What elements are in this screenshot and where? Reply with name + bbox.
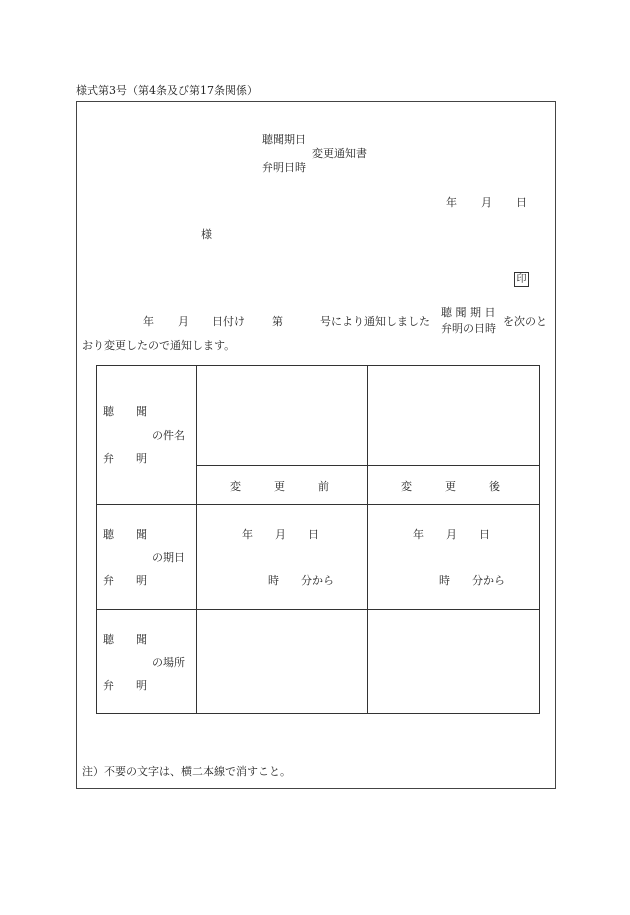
row3-label-hearing: 聴 聞 [103,633,147,646]
title-option-hearing-date: 聴聞期日 [262,133,306,146]
row1-label-suffix: の件名 [152,429,185,442]
body-tail: を次のと [503,315,547,328]
seal-mark: 印 [514,272,529,287]
row2-before-time: 時 分から [268,574,334,587]
date-year: 年 [446,196,457,209]
row3-label-suffix: の場所 [152,656,185,669]
title-main: 変更通知書 [312,147,367,160]
footnote: 注）不要の文字は、横二本線で消すこと。 [82,765,291,778]
body-dated: 日付け [212,315,245,328]
form-number: 様式第3号（第4条及び第17条関係） [76,84,258,97]
row1-label-hearing: 聴 聞 [103,405,147,418]
row2-after-date: 年 月 日 [413,528,490,541]
table-header-top-line [196,465,540,466]
header-after: 変 更 後 [401,480,500,493]
table-row-line-2 [96,609,540,610]
row2-label-explanation: 弁 明 [103,574,147,587]
body-year: 年 [143,315,154,328]
body-alt-hearing: 聴 聞 期 日 [441,306,496,319]
body-alt-explanation: 弁明の日時 [441,322,496,335]
body-dai: 第 [272,315,283,328]
row2-label-hearing: 聴 聞 [103,528,147,541]
table-divider-label [196,365,197,714]
row2-after-time: 時 分から [439,574,505,587]
table-divider-middle [367,365,368,714]
body-month: 月 [178,315,189,328]
date-day: 日 [516,196,527,209]
header-before: 変 更 前 [230,480,329,493]
addressee-honorific: 様 [201,228,212,241]
body-notified: 号により通知しました [320,315,430,328]
row3-label-explanation: 弁 明 [103,679,147,692]
body-line2: おり変更したので通知します。 [82,339,236,352]
row1-label-explanation: 弁 明 [103,452,147,465]
row2-before-date: 年 月 日 [242,528,319,541]
table-row-line-1 [96,504,540,505]
title-option-explanation-date: 弁明日時 [262,161,306,174]
row2-label-suffix: の期日 [152,551,185,564]
date-month: 月 [481,196,492,209]
